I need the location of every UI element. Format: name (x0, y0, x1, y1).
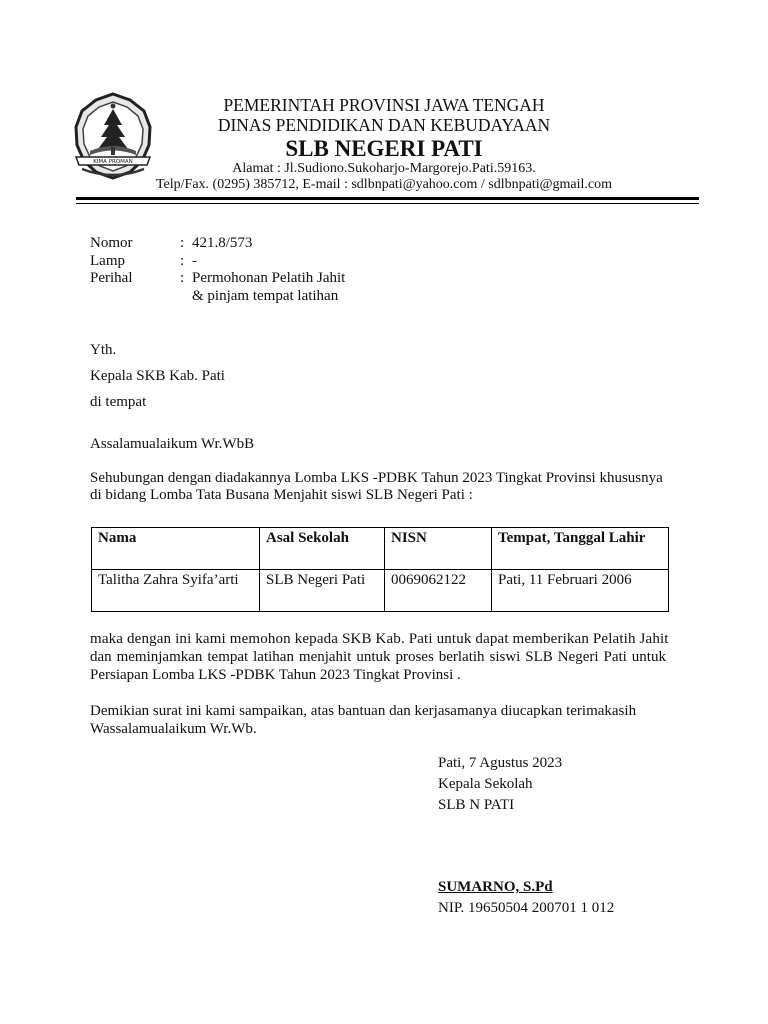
lamp-value: - (192, 253, 197, 269)
signature-date: Pati, 7 Agustus 2023 (438, 755, 563, 771)
svg-text:KIMA PROMAN: KIMA PROMAN (93, 159, 133, 165)
letterhead-department: DINAS PENDIDIKAN DAN KEBUDAYAAN (217, 115, 551, 135)
letterhead-government: PEMERINTAH PROVINSI JAWA TENGAH (223, 95, 545, 115)
signature-nip: NIP. 19650504 200701 1 012 (438, 900, 615, 916)
lamp-colon: : (180, 253, 185, 269)
nomor-colon: : (180, 235, 185, 251)
letterhead-contact: Telp/Fax. (0295) 385712, E-mail : sdlbnpati@yahoo.com / sdlbnpati@gmail.com (155, 177, 613, 192)
letterhead-school-name: SLB NEGERI PATI (285, 136, 483, 161)
intro-line-2: di bidang Lomba Tata Busana Menjahit siswi SLB Negeri Pati : (90, 487, 473, 503)
table-cell-nisn: 0069062122 (385, 570, 492, 612)
table-header-ttl: Tempat, Tanggal Lahir (492, 528, 669, 570)
student-table (91, 527, 669, 612)
table-cell-ttl: Pati, 11 Februari 2006 (492, 570, 669, 612)
table-cell-nama: Talitha Zahra Syifa’arti (92, 570, 260, 612)
letterhead-divider-thick (76, 197, 699, 200)
nomor-value: 421.8/573 (192, 235, 253, 251)
recipient-place: di tempat (90, 394, 147, 410)
lamp-label: Lamp (90, 253, 125, 269)
table-row (92, 570, 669, 612)
table-header-nisn: NISN (385, 528, 492, 570)
perihal-value-line2: & pinjam tempat latihan (192, 288, 339, 304)
perihal-value-line1: Permohonan Pelatih Jahit (192, 270, 346, 286)
recipient-yth: Yth. (90, 342, 117, 358)
table-header-row (92, 528, 669, 570)
table-header-nama: Nama (92, 528, 260, 570)
intro-line-1: Sehubungan dengan diadakannya Lomba LKS -PDBK Tahun 2023 Tingkat Provinsi khususnya (90, 470, 663, 486)
nomor-label: Nomor (90, 235, 133, 251)
letterhead-address: Alamat : Jl.Sudiono.Sukoharjo-Margorejo.Pati.59163. (232, 161, 536, 176)
request-line-2: dan meminjamkan tempat latihan menjahit untuk proses berlatih siswi SLB Negeri Pati untuk (90, 649, 666, 665)
letterhead-divider-thin (76, 203, 699, 204)
closing-line-1: Demikian surat ini kami sampaikan, atas bantuan dan kerjasamanya diucapkan terimakasih (90, 703, 637, 719)
request-line-1: maka dengan ini kami memohon kepada SKB Kab. Pati untuk dapat memberikan Pelatih Jahit (90, 631, 669, 647)
perihal-colon: : (180, 270, 185, 286)
request-line-3: Persiapan Lomba LKS -PDBK Tahun 2023 Tingkat Provinsi . (90, 667, 461, 683)
recipient-name: Kepala SKB Kab. Pati (90, 368, 225, 384)
table-cell-asal-sekolah: SLB Negeri Pati (260, 570, 385, 612)
table-header-asal-sekolah: Asal Sekolah (260, 528, 385, 570)
signature-name: SUMARNO, S.Pd (438, 879, 553, 895)
greeting: Assalamualaikum Wr.WbB (90, 436, 255, 452)
closing-line-2: Wassalamualaikum Wr.Wb. (90, 721, 257, 737)
signature-org: SLB N PATI (438, 797, 515, 813)
perihal-label: Perihal (90, 270, 133, 286)
signature-title: Kepala Sekolah (438, 776, 533, 792)
